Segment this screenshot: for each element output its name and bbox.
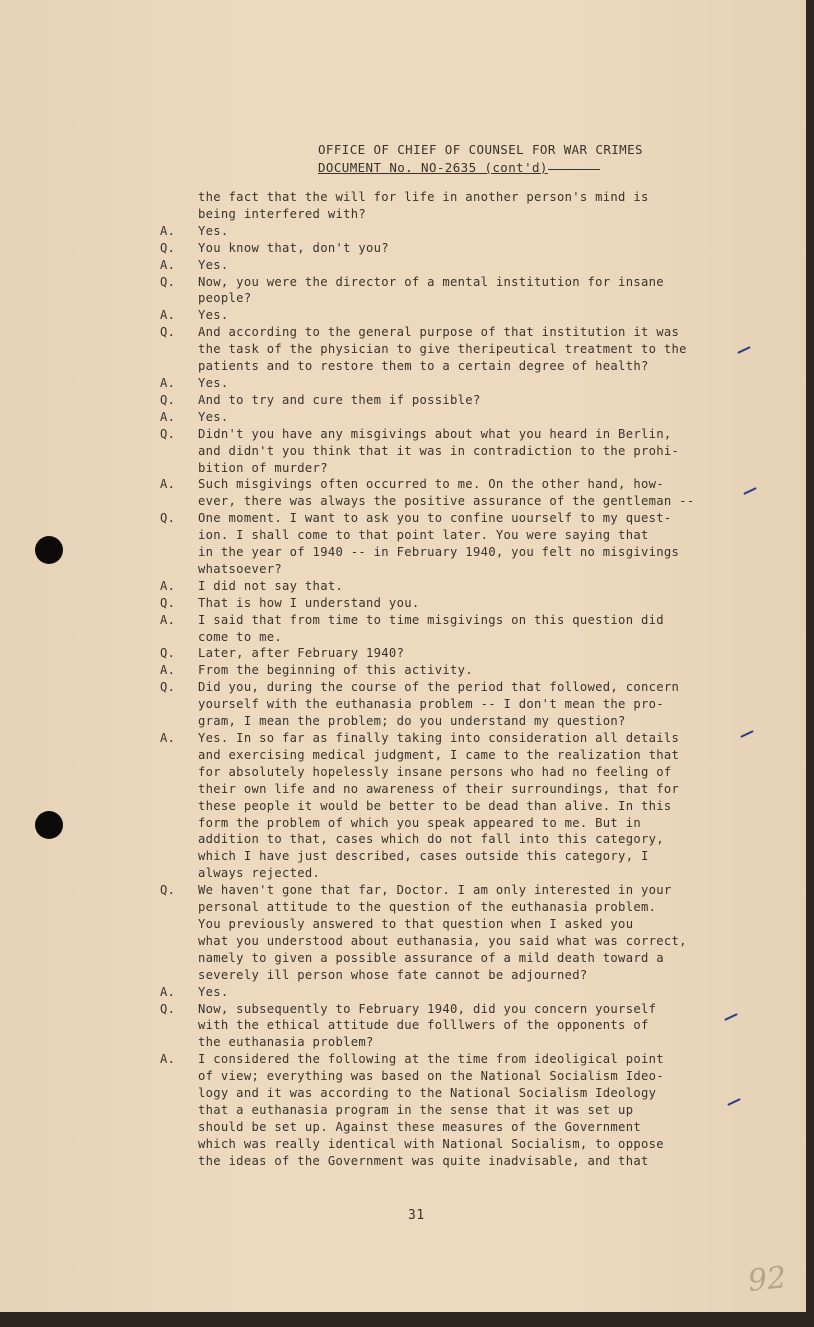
speaker-label xyxy=(160,460,198,477)
transcript-line xyxy=(160,696,756,713)
transcript-line xyxy=(160,629,756,646)
speaker-label xyxy=(160,1153,198,1170)
speaker-label: A. xyxy=(160,731,176,745)
speaker-label xyxy=(160,933,198,950)
speaker-label xyxy=(160,967,198,984)
speaker-label: A. xyxy=(160,375,176,390)
line-text: and didn't you think that it was in contradiction to the prohi- xyxy=(198,443,680,458)
transcript-line xyxy=(160,595,756,612)
speaker-label xyxy=(160,798,198,815)
transcript-line xyxy=(160,713,756,730)
transcript-line xyxy=(160,831,756,848)
speaker-label xyxy=(160,865,198,882)
line-text: And to try and cure them if possible? xyxy=(198,392,481,407)
transcript-line xyxy=(160,916,756,933)
speaker-label: Q. xyxy=(160,426,176,441)
line-text: which I have just described, cases outside this category, I xyxy=(198,849,649,864)
transcript-line xyxy=(160,1102,756,1119)
line-text: You know that, don't you? xyxy=(198,240,389,255)
line-text: yourself with the euthanasia problem -- I don't mean the pro- xyxy=(198,697,664,712)
speaker-label: Q. xyxy=(160,595,176,610)
speaker-label: Q. xyxy=(160,274,176,289)
transcript-line xyxy=(160,426,756,443)
speaker-label xyxy=(160,815,198,832)
transcript-line xyxy=(160,1051,756,1068)
punch-hole xyxy=(35,811,63,839)
line-text: logy and it was according to the National Socialism Ideology xyxy=(198,1086,657,1101)
transcript-line xyxy=(160,460,756,477)
speaker-label xyxy=(160,561,198,578)
transcript-line xyxy=(160,815,756,832)
speaker-label xyxy=(160,629,198,646)
line-text: One moment. I want to ask you to confine uourself to my quest- xyxy=(198,511,672,526)
speaker-label xyxy=(160,899,198,916)
line-text: form the problem of which you speak appeared to me. But in xyxy=(198,815,641,830)
speaker-label xyxy=(160,1085,198,1102)
speaker-label: A. xyxy=(160,663,176,678)
transcript-line xyxy=(160,1085,756,1102)
speaker-label xyxy=(160,781,198,798)
speaker-label xyxy=(160,493,198,510)
transcript-line xyxy=(160,730,756,747)
speaker-label: Q. xyxy=(160,392,176,407)
line-text: whatsoever? xyxy=(198,561,283,576)
speaker-label xyxy=(160,1136,198,1153)
speaker-label xyxy=(160,1119,198,1136)
speaker-label: A. xyxy=(160,223,176,238)
line-text: Yes. xyxy=(198,409,229,424)
transcript-line xyxy=(160,662,756,679)
speaker-label: A. xyxy=(160,612,176,627)
transcript-line xyxy=(160,578,756,595)
transcript-line xyxy=(160,443,756,460)
line-text: personal attitude to the question of the euthanasia problem. xyxy=(198,900,657,915)
line-text: for absolutely hopelessly insane persons who had no feeling of xyxy=(198,764,672,779)
line-text: Yes. xyxy=(198,375,229,390)
line-text: addition to that, cases which do not fall into this category, xyxy=(198,832,664,847)
transcript-line xyxy=(160,189,756,206)
transcript-line xyxy=(160,781,756,798)
transcript-line xyxy=(160,933,756,950)
transcript-line xyxy=(160,899,756,916)
speaker-label xyxy=(160,206,198,223)
line-text: in the year of 1940 -- in February 1940, you felt no misgivings xyxy=(198,545,680,560)
line-text: Did you, during the course of the period that followed, concern xyxy=(198,680,680,695)
line-text: the euthanasia problem? xyxy=(198,1035,374,1050)
transcript-line xyxy=(160,307,756,324)
line-text: You previously answered to that question when I asked you xyxy=(198,916,634,931)
line-text: ion. I shall come to that point later. You were saying that xyxy=(198,528,649,543)
document-number-text: DOCUMENT No. NO-2635 (cont'd) xyxy=(318,160,548,175)
line-text: Such misgivings often occurred to me. On the other hand, how- xyxy=(198,477,664,492)
transcript-line xyxy=(160,645,756,662)
speaker-label: A. xyxy=(160,1052,176,1067)
line-text: gram, I mean the problem; do you understand my question? xyxy=(198,714,626,729)
line-text: being interfered with? xyxy=(198,206,367,221)
line-text: Now, subsequently to February 1940, did you concern yourself xyxy=(198,1001,657,1016)
line-text: patients and to restore them to a certain degree of health? xyxy=(198,359,649,374)
speaker-label xyxy=(160,189,198,206)
transcript-body xyxy=(160,189,756,1170)
speaker-label xyxy=(160,290,198,307)
line-text: and exercising medical judgment, I came to the realization that xyxy=(198,747,680,762)
line-text: Yes. xyxy=(198,984,229,999)
line-text: should be set up. Against these measures of the Government xyxy=(198,1119,641,1134)
speaker-label xyxy=(160,950,198,967)
page-number: 31 xyxy=(408,1208,425,1223)
speaker-label: Q. xyxy=(160,511,176,526)
transcript-line xyxy=(160,848,756,865)
speaker-label: Q. xyxy=(160,883,176,898)
line-text: with the ethical attitude due folllwers of the opponents of xyxy=(198,1018,649,1033)
speaker-label xyxy=(160,1102,198,1119)
transcript-line xyxy=(160,1136,756,1153)
speaker-label xyxy=(160,831,198,848)
transcript-line xyxy=(160,493,756,510)
document-number xyxy=(318,159,643,177)
line-text: come to me. xyxy=(198,629,283,644)
speaker-label: Q. xyxy=(160,240,176,255)
transcript-line xyxy=(160,747,756,764)
speaker-label: Q. xyxy=(160,1001,176,1016)
transcript-line xyxy=(160,290,756,307)
transcript-line xyxy=(160,223,756,240)
line-text: I did not say that. xyxy=(198,578,344,593)
speaker-label xyxy=(160,848,198,865)
speaker-label xyxy=(160,443,198,460)
transcript-line xyxy=(160,206,756,223)
line-text: the task of the physician to give theripeutical treatment to the xyxy=(198,342,687,357)
line-text: Yes. xyxy=(198,257,229,272)
pencil-annotation: 92 xyxy=(746,1260,788,1299)
transcript-line xyxy=(160,257,756,274)
transcript-line xyxy=(160,375,756,392)
transcript-line xyxy=(160,527,756,544)
line-text: From the beginning of this activity. xyxy=(198,663,473,678)
line-text: I considered the following at the time from ideoligical point xyxy=(198,1052,664,1067)
speaker-label: A. xyxy=(160,308,176,323)
speaker-label xyxy=(160,1017,198,1034)
transcript-line xyxy=(160,274,756,291)
line-text: That is how I understand you. xyxy=(198,595,420,610)
transcript-line xyxy=(160,679,756,696)
transcript-line xyxy=(160,1119,756,1136)
line-text: We haven't gone that far, Doctor. I am only interested in your xyxy=(198,883,672,898)
transcript-line xyxy=(160,1068,756,1085)
transcript-line xyxy=(160,798,756,815)
transcript-line xyxy=(160,240,756,257)
transcript-line xyxy=(160,341,756,358)
transcript-line xyxy=(160,882,756,899)
transcript-line xyxy=(160,392,756,409)
transcript-line xyxy=(160,865,756,882)
line-text: these people it would be better to be dead than alive. In this xyxy=(198,798,672,813)
transcript-line xyxy=(160,612,756,629)
speaker-label: A. xyxy=(160,477,176,492)
line-text: always rejected. xyxy=(198,866,321,881)
transcript-line xyxy=(160,324,756,341)
transcript-line xyxy=(160,409,756,426)
speaker-label: Q. xyxy=(160,325,176,340)
speaker-label: Q. xyxy=(160,646,176,661)
line-text: the fact that the will for life in another person's mind is xyxy=(198,190,649,204)
speaker-label xyxy=(160,341,198,358)
line-text: I said that from time to time misgivings on this question did xyxy=(198,612,664,627)
transcript-line xyxy=(160,984,756,1001)
line-text: their own life and no awareness of their surroundings, that for xyxy=(198,781,680,796)
office-title: OFFICE OF CHIEF OF COUNSEL FOR WAR CRIMES xyxy=(318,142,643,157)
speaker-label: A. xyxy=(160,409,176,424)
transcript-line xyxy=(160,476,756,493)
speaker-label xyxy=(160,764,198,781)
line-text: Didn't you have any misgivings about what you heard in Berlin, xyxy=(198,426,672,441)
speaker-label xyxy=(160,1034,198,1051)
speaker-label xyxy=(160,747,198,764)
speaker-label xyxy=(160,713,198,730)
line-text: Later, after February 1940? xyxy=(198,646,405,661)
line-text: And according to the general purpose of that institution it was xyxy=(198,325,680,340)
transcript-line xyxy=(160,358,756,375)
line-text: the ideas of the Government was quite inadvisable, and that xyxy=(198,1153,649,1168)
speaker-label xyxy=(160,544,198,561)
punch-hole xyxy=(35,536,63,564)
transcript-line xyxy=(160,1017,756,1034)
line-text: people? xyxy=(198,291,252,306)
transcript-line xyxy=(160,1034,756,1051)
speaker-label xyxy=(160,1068,198,1085)
transcript-line xyxy=(160,1153,756,1170)
line-text: severely ill person whose fate cannot be adjourned? xyxy=(198,967,588,982)
speaker-label: A. xyxy=(160,984,176,999)
line-text: bition of murder? xyxy=(198,460,328,475)
transcript-line xyxy=(160,561,756,578)
line-text: ever, there was always the positive assurance of the gentleman -- xyxy=(198,494,695,509)
transcript-line xyxy=(160,510,756,527)
transcript-line xyxy=(160,544,756,561)
speaker-label: A. xyxy=(160,257,176,272)
line-text: Yes. xyxy=(198,223,229,238)
speaker-label xyxy=(160,527,198,544)
speaker-label: A. xyxy=(160,578,176,593)
speaker-label xyxy=(160,358,198,375)
line-text: Now, you were the director of a mental institution for insane xyxy=(198,274,664,289)
line-text: of view; everything was based on the National Socialism Ideo- xyxy=(198,1069,664,1084)
line-text: which was really identical with National Socialism, to oppose xyxy=(198,1136,664,1151)
line-text: what you understood about euthanasia, you said what was correct, xyxy=(198,933,687,948)
document-header xyxy=(318,141,643,177)
transcript-line xyxy=(160,950,756,967)
line-text: Yes. xyxy=(198,308,229,323)
speaker-label xyxy=(160,696,198,713)
transcript-line xyxy=(160,764,756,781)
speaker-label xyxy=(160,916,198,933)
line-text: namely to given a possible assurance of a mild death toward a xyxy=(198,950,664,965)
speaker-label: Q. xyxy=(160,680,176,695)
line-text: that a euthanasia program in the sense that it was set up xyxy=(198,1102,634,1117)
transcript-line xyxy=(160,1001,756,1018)
transcript-line xyxy=(160,967,756,984)
line-text: Yes. In so far as finally taking into consideration all details xyxy=(198,731,680,745)
